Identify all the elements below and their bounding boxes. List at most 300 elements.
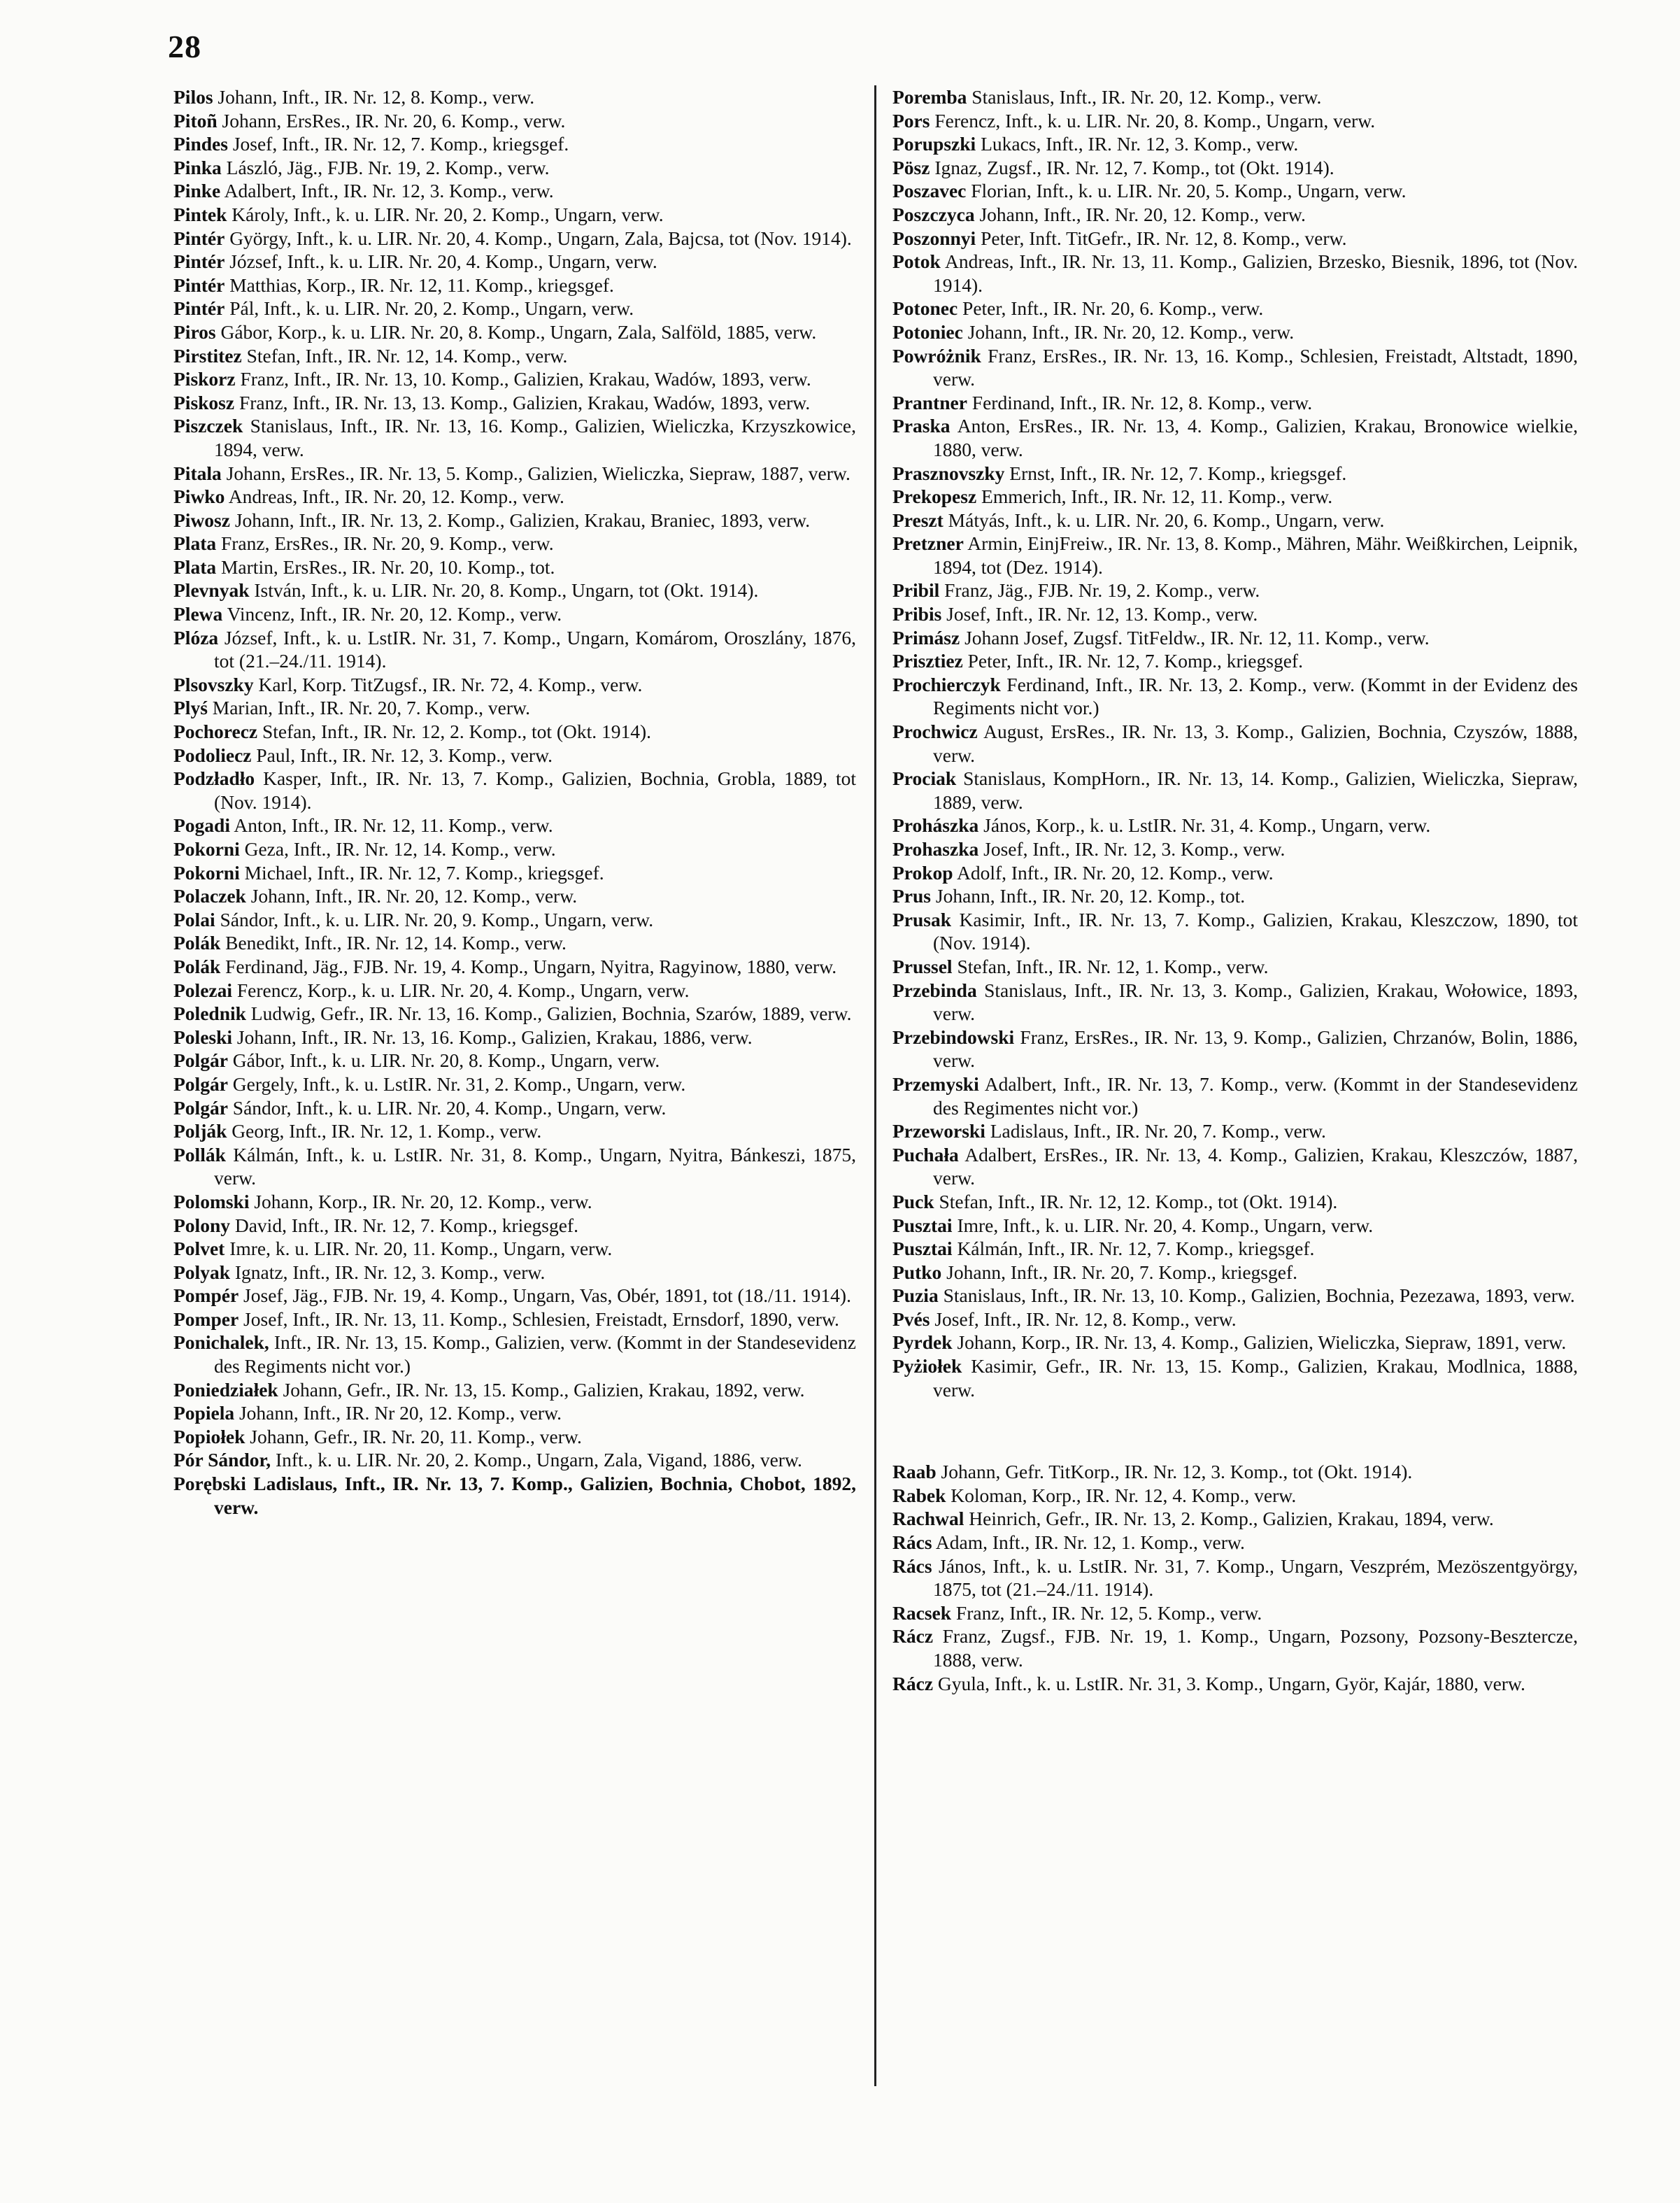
entry-details: Stanislaus, KompHorn., IR. Nr. 13, 14. Komp., Galizien, Wieliczka, Siepraw, 1889, verw. — [933, 767, 1578, 813]
list-entry — [173, 1425, 856, 1449]
list-entry — [892, 179, 1578, 203]
list-entry — [892, 1119, 1578, 1143]
entry-surname: Plóza — [173, 626, 219, 649]
entry-surname: Pogadi — [173, 814, 230, 837]
list-entry — [892, 1507, 1578, 1531]
list-entry — [892, 1214, 1578, 1238]
entry-details: Peter, Inft., IR. Nr. 20, 6. Komp., verw. — [962, 297, 1264, 320]
entry-details: Gyula, Inft., k. u. LstIR. Nr. 31, 3. Komp., Ungarn, Györ, Kajár, 1880, verw. — [937, 1672, 1525, 1694]
entry-surname: Preszt — [892, 509, 944, 531]
entry-details: Franz, ErsRes., IR. Nr. 13, 9. Komp., Galizien, Chrzanów, Bolin, 1886, verw. — [933, 1026, 1578, 1072]
entry-details: Ladislaus, Inft., IR. Nr. 20, 7. Komp., verw. — [990, 1120, 1326, 1142]
list-entry — [892, 485, 1578, 509]
entry-surname: Pribil — [892, 579, 940, 602]
entry-details: Josef, Jäg., FJB. Nr. 19, 4. Komp., Ungarn, Vas, Obér, 1891, tot (18./11. 1914). — [243, 1284, 851, 1307]
list-entry — [892, 1284, 1578, 1308]
list-entry — [173, 673, 856, 697]
entry-details: Josef, Inft., IR. Nr. 12, 3. Komp., verw. — [983, 838, 1286, 860]
entry-details: Ferencz, Korp., k. u. LIR. Nr. 20, 4. Komp., Ungarn, verw. — [236, 979, 690, 1001]
entry-details: Anton, ErsRes., IR. Nr. 13, 4. Komp., Galizien, Krakau, Bronowice wielkie, 1880, verw. — [933, 415, 1579, 460]
list-entry — [173, 85, 856, 109]
entry-surname: Rácz — [892, 1672, 934, 1694]
entry-surname: Raab — [892, 1461, 937, 1483]
list-entry — [892, 532, 1578, 579]
list-entry — [892, 649, 1578, 673]
list-entry — [173, 1284, 856, 1308]
entry-surname: Pompér — [173, 1284, 239, 1307]
entry-surname: Prusak — [892, 908, 952, 930]
list-entry — [173, 250, 856, 274]
entry-surname: Rabek — [892, 1484, 946, 1506]
entry-surname: Prochierczyk — [892, 673, 1001, 695]
entry-details: László, Jäg., FJB. Nr. 19, 2. Komp., verw. — [226, 156, 550, 178]
list-entry — [173, 274, 856, 297]
entry-surname: Pollák — [173, 1143, 226, 1166]
entry-details: Adalbert, Inft., IR. Nr. 13, 7. Komp., verw. (Kommt in der Standesevidenz des Regimentes nicht vor.) — [933, 1072, 1578, 1119]
entry-details: Kasper, Inft., IR. Nr. 13, 7. Komp., Galizien, Bochnia, Grobla, 1889, tot (Nov. 1914). — [214, 767, 856, 813]
entry-details: Stanislaus, Inft., IR. Nr. 20, 12. Komp., verw. — [971, 86, 1322, 108]
entry-details: Adolf, Inft., IR. Nr. 20, 12. Komp., verw. — [956, 861, 1274, 884]
entry-details: György, Inft., k. u. LIR. Nr. 20, 4. Komp., Ungarn, Zala, Bajcsa, tot (Nov. 1914). — [229, 227, 852, 249]
list-entry — [173, 931, 856, 955]
list-entry — [892, 250, 1578, 297]
entry-details: Peter, Inft., IR. Nr. 12, 7. Komp., kriegsgef. — [967, 650, 1303, 672]
list-entry — [173, 485, 856, 509]
entry-surname: Pirstitez — [173, 344, 242, 367]
entry-surname: Poszonnyi — [892, 227, 976, 249]
list-entry — [173, 509, 856, 532]
list-entry — [173, 814, 856, 837]
entry-surname: Prus — [892, 885, 931, 907]
list-entry — [892, 85, 1578, 109]
entry-surname: Prohászka — [892, 814, 979, 837]
list-entry — [892, 1460, 1578, 1484]
entry-details: David, Inft., IR. Nr. 12, 7. Komp., kriegsgef. — [234, 1214, 578, 1236]
entry-details: Matthias, Korp., IR. Nr. 12, 11. Komp., kriegsgef. — [229, 274, 614, 296]
entry-details: Stanislaus, Inft., IR. Nr. 13, 16. Komp., Galizien, Wieliczka, Krzyszkowice, 1894, verw. — [214, 415, 857, 460]
list-entry — [173, 320, 856, 344]
entry-surname: Prantner — [892, 391, 967, 413]
entry-surname: Pindes — [173, 133, 228, 155]
list-entry — [173, 391, 856, 415]
entry-surname: Pusztai — [892, 1238, 953, 1260]
entry-surname: Plewa — [173, 603, 223, 625]
list-entry — [173, 1378, 856, 1402]
list-entry — [173, 744, 856, 767]
entry-details: Adalbert, Inft., IR. Nr. 12, 3. Komp., verw. — [224, 180, 554, 202]
entry-details: Johann, Inft., IR. Nr 20, 12. Komp., verw. — [239, 1402, 562, 1424]
entry-surname: Przeworski — [892, 1120, 985, 1142]
list-entry — [892, 1484, 1578, 1508]
entry-surname: Polaczek — [173, 885, 246, 907]
entry-details: Franz, Inft., IR. Nr. 13, 13. Komp., Galizien, Krakau, Wadów, 1893, verw. — [239, 391, 811, 413]
entry-details: Károly, Inft., k. u. LIR. Nr. 20, 2. Komp., Ungarn, verw. — [232, 203, 664, 225]
entry-surname: Plevnyak — [173, 579, 250, 602]
entry-surname: Plata — [173, 532, 217, 555]
list-entry — [173, 227, 856, 250]
entry-details: Josef, Inft., IR. Nr. 12, 7. Komp., kriegsgef. — [232, 133, 569, 155]
entry-surname: Pvés — [892, 1308, 930, 1330]
entry-details: Koloman, Korp., IR. Nr. 12, 4. Komp., verw. — [951, 1484, 1297, 1506]
entry-details: August, ErsRes., IR. Nr. 13, 3. Komp., Galizien, Bochnia, Czyszów, 1888, verw. — [933, 721, 1578, 766]
entry-surname: Pintér — [173, 250, 225, 273]
entry-surname: Putko — [892, 1261, 942, 1283]
entry-details: Adam, Inft., IR. Nr. 12, 1. Komp., verw. — [935, 1531, 1245, 1554]
entry-details: Stefan, Inft., IR. Nr. 12, 2. Komp., tot (Okt. 1914). — [262, 721, 652, 743]
entry-details: Georg, Inft., IR. Nr. 12, 1. Komp., verw. — [232, 1120, 542, 1142]
entry-surname: Piskosz — [173, 391, 235, 413]
entry-surname: Pribis — [892, 603, 942, 625]
list-entry — [892, 203, 1578, 227]
entry-details: Kálmán, Inft., k. u. LstIR. Nr. 31, 8. Komp., Ungarn, Nyitra, Bánkeszi, 1875, verw. — [214, 1143, 856, 1189]
entry-details: Emmerich, Inft., IR. Nr. 12, 11. Komp., verw. — [981, 486, 1333, 508]
entry-details: Johann, Korp., IR. Nr. 13, 4. Komp., Galizien, Wieliczka, Siepraw, 1891, verw. — [957, 1331, 1567, 1354]
entry-surname: Plata — [173, 555, 217, 578]
entry-details: Franz, Jäg., FJB. Nr. 19, 2. Komp., verw. — [944, 579, 1260, 602]
entry-details: Franz, ErsRes., IR. Nr. 20, 9. Komp., verw. — [220, 532, 554, 555]
entry-details: Ernst, Inft., IR. Nr. 12, 7. Komp., kriegsgef. — [1009, 462, 1347, 484]
entry-surname: Podzładło — [173, 767, 255, 790]
list-entry — [892, 1354, 1578, 1401]
entry-surname: Popiołek — [173, 1425, 245, 1447]
entry-details: Mátyás, Inft., k. u. LIR. Nr. 20, 6. Komp., Ungarn, verw. — [948, 509, 1385, 531]
entry-details: Josef, Inft., IR. Nr. 12, 13. Komp., verw. — [946, 603, 1258, 625]
entry-surname: Prekopesz — [892, 486, 977, 508]
entry-surname: Pinka — [173, 156, 222, 178]
entry-surname: Pusztai — [892, 1214, 953, 1236]
entry-details: Anton, Inft., IR. Nr. 12, 11. Komp., verw. — [234, 814, 553, 837]
entry-surname: Pilos — [173, 86, 213, 108]
entry-surname: Polgár — [173, 1049, 228, 1072]
list-entry — [173, 462, 856, 486]
entry-surname: Potonec — [892, 297, 958, 320]
entry-details: Gábor, Inft., k. u. LIR. Nr. 20, 8. Komp., Ungarn, verw. — [232, 1049, 660, 1072]
entry-surname: Pokorni — [173, 838, 240, 860]
list-entry — [173, 555, 856, 579]
entry-surname: Praska — [892, 415, 951, 437]
entry-surname: Rachwal — [892, 1508, 964, 1530]
entry-details: Kasimir, Gefr., IR. Nr. 13, 15. Komp., Galizien, Krakau, Modlnica, 1888, verw. — [933, 1355, 1578, 1401]
entry-surname: Poniedziałek — [173, 1378, 278, 1401]
entry-surname: Rácz — [892, 1625, 934, 1648]
section-gap — [892, 1401, 1578, 1460]
entry-details: Kasimir, Inft., IR. Nr. 13, 7. Komp., Galizien, Krakau, Kleszczow, 1890, tot (Nov. 1914). — [933, 908, 1578, 954]
entry-surname: Rács — [892, 1554, 932, 1577]
entry-details: Johann, Inft., IR. Nr. 20, 12. Komp., verw. — [967, 320, 1295, 343]
entry-surname: Piros — [173, 320, 216, 343]
list-entry — [173, 1190, 856, 1214]
list-entry — [173, 1308, 856, 1331]
entry-surname: Puchała — [892, 1143, 959, 1166]
entry-details: Imre, k. u. LIR. Nr. 20, 11. Komp., Ungarn, verw. — [229, 1238, 613, 1260]
entry-details: Josef, Inft., IR. Nr. 12, 8. Komp., verw. — [934, 1308, 1237, 1330]
list-entry — [892, 1624, 1578, 1671]
entry-surname: Polyak — [173, 1261, 230, 1283]
list-entry — [892, 955, 1578, 979]
list-entry — [173, 602, 856, 626]
list-entry — [173, 532, 856, 555]
entry-surname: Podoliecz — [173, 744, 252, 766]
entry-surname: Prokop — [892, 861, 953, 884]
entry-surname: Polgár — [173, 1096, 228, 1119]
entry-surname: Powróżnik — [892, 344, 981, 367]
list-entry — [173, 414, 856, 461]
entry-details: Peter, Inft. TitGefr., IR. Nr. 12, 8. Komp., verw. — [981, 227, 1347, 249]
entry-surname: Przebindowski — [892, 1026, 1015, 1048]
list-entry — [892, 979, 1578, 1026]
entry-details: Andreas, Inft., IR. Nr. 20, 12. Komp., verw. — [228, 486, 564, 508]
list-entry — [173, 1096, 856, 1120]
entry-surname: Polomski — [173, 1190, 250, 1212]
entry-details: Karl, Korp. TitZugsf., IR. Nr. 72, 4. Komp., verw. — [258, 673, 643, 695]
list-entry — [173, 109, 856, 133]
entry-surname: Pitala — [173, 462, 222, 484]
entry-surname: Pomper — [173, 1308, 239, 1330]
entry-details: Stanislaus, Inft., IR. Nr. 13, 3. Komp., Galizien, Krakau, Wołowice, 1893, verw. — [933, 979, 1578, 1025]
list-entry — [892, 626, 1578, 650]
entry-details: János, Inft., k. u. LstIR. Nr. 31, 7. Komp., Ungarn, Veszprém, Mezöszentgyörgy, 1875, tot (21.–24./11. 1914). — [933, 1554, 1578, 1601]
entry-surname: Piwko — [173, 486, 225, 508]
list-entry — [892, 132, 1578, 156]
entry-details: Michael, Inft., IR. Nr. 12, 7. Komp., kriegsgef. — [244, 861, 604, 884]
entry-details: Florian, Inft., k. u. LIR. Nr. 20, 5. Komp., Ungarn, verw. — [971, 180, 1407, 202]
entry-surname: Potoniec — [892, 320, 963, 343]
list-entry — [173, 1119, 856, 1143]
entry-details: Ferencz, Inft., k. u. LIR. Nr. 20, 8. Komp., Ungarn, verw. — [934, 109, 1376, 132]
entry-details: Pál, Inft., k. u. LIR. Nr. 20, 2. Komp., Ungarn, verw. — [229, 297, 634, 320]
entry-details: Kálmán, Inft., IR. Nr. 12, 7. Komp., kriegsgef. — [957, 1238, 1315, 1260]
entry-details: Franz, Zugsf., FJB. Nr. 19, 1. Komp., Ungarn, Pozsony, Pozsony-Besztercze, 1888, verw. — [933, 1625, 1579, 1671]
entry-surname: Puzia — [892, 1284, 939, 1307]
list-entry — [173, 861, 856, 885]
list-entry — [173, 1072, 856, 1096]
entry-details: Johann, Korp., IR. Nr. 20, 12. Komp., verw. — [254, 1190, 592, 1212]
entry-details: Martin, ErsRes., IR. Nr. 20, 10. Komp., tot. — [220, 555, 555, 578]
list-entry — [173, 1448, 856, 1472]
entry-surname: Pretzner — [892, 532, 964, 555]
list-entry — [892, 579, 1578, 602]
entry-details: Inft., IR. Nr. 13, 15. Komp., Galizien, verw. (Kommt in der Standesevidenz des Regiments nicht vor.) — [214, 1331, 857, 1377]
entry-surname: Pochorecz — [173, 721, 258, 743]
entry-details: Johann, Inft., IR. Nr. 13, 16. Komp., Galizien, Krakau, 1886, verw. — [236, 1026, 753, 1048]
entry-surname: Prussel — [892, 955, 953, 977]
entry-surname: Polony — [173, 1214, 230, 1236]
list-entry — [173, 626, 856, 673]
entry-details: Inft., k. u. LIR. Nr. 20, 2. Komp., Ungarn, Zala, Vigand, 1886, verw. — [275, 1449, 802, 1471]
entry-details: Sándor, Inft., k. u. LIR. Nr. 20, 9. Komp., Ungarn, verw. — [220, 908, 654, 930]
entry-details: Franz, Inft., IR. Nr. 13, 10. Komp., Galizien, Krakau, Wadów, 1893, verw. — [240, 368, 811, 390]
page-number: 28 — [168, 29, 201, 64]
list-entry — [892, 1554, 1578, 1601]
entry-details: Johann Josef, Zugsf. TitFeldw., IR. Nr. 12, 11. Komp., verw. — [964, 626, 1430, 649]
entry-surname: Prociak — [892, 767, 957, 790]
list-entry — [892, 1601, 1578, 1625]
entry-surname: Pösz — [892, 156, 930, 178]
list-entry — [173, 367, 856, 391]
entry-surname: Pintek — [173, 203, 227, 225]
list-entry — [173, 132, 856, 156]
entry-surname: Piszczek — [173, 415, 243, 437]
list-entry — [892, 861, 1578, 885]
list-entry — [892, 602, 1578, 626]
entry-details: Heinrich, Gefr., IR. Nr. 13, 2. Komp., Galizien, Krakau, 1894, verw. — [969, 1508, 1494, 1530]
list-entry — [173, 1026, 856, 1049]
list-entry — [173, 955, 856, 979]
entry-details: Johann, ErsRes., IR. Nr. 20, 6. Komp., verw. — [222, 109, 566, 132]
list-entry — [892, 1026, 1578, 1072]
list-entry — [173, 156, 856, 180]
list-entry — [892, 884, 1578, 908]
entry-details: Johann, Inft., IR. Nr. 20, 12. Komp., tot. — [935, 885, 1246, 907]
entry-surname: Poszavec — [892, 180, 967, 202]
entry-details: Adalbert, ErsRes., IR. Nr. 13, 4. Komp., Galizien, Krakau, Kleszczów, 1887, verw. — [933, 1143, 1578, 1189]
entry-surname: Porupszki — [892, 133, 976, 155]
entry-details: Stanislaus, Inft., IR. Nr. 13, 10. Komp., Galizien, Bochnia, Pezezawa, 1893, verw. — [943, 1284, 1575, 1307]
list-entry — [173, 579, 856, 602]
entry-surname: Poszczyca — [892, 203, 975, 225]
entry-surname: Primász — [892, 626, 960, 649]
entry-details: Stefan, Inft., IR. Nr. 12, 12. Komp., tot (Okt. 1914). — [939, 1190, 1338, 1212]
list-entry — [173, 344, 856, 368]
entry-details: Johann, Gefr., IR. Nr. 20, 11. Komp., verw. — [250, 1425, 582, 1447]
list-entry — [173, 179, 856, 203]
list-entry — [892, 673, 1578, 720]
left-column — [173, 85, 856, 1519]
list-entry — [892, 1531, 1578, 1554]
entry-surname: Plyś — [173, 697, 208, 719]
entry-surname: Pintér — [173, 274, 225, 296]
list-entry — [892, 297, 1578, 320]
list-entry — [173, 1401, 856, 1425]
entry-surname: Pyżiołek — [892, 1355, 962, 1377]
list-entry — [173, 1002, 856, 1026]
entry-surname: Potok — [892, 250, 941, 273]
list-entry — [173, 1049, 856, 1072]
entry-details: Geza, Inft., IR. Nr. 12, 14. Komp., verw. — [244, 838, 556, 860]
list-entry — [892, 391, 1578, 415]
entry-details: Johann, Gefr., IR. Nr. 13, 15. Komp., Galizien, Krakau, 1892, verw. — [283, 1378, 805, 1401]
list-entry — [892, 720, 1578, 767]
entry-surname: Przebinda — [892, 979, 977, 1001]
list-entry — [892, 462, 1578, 486]
entry-details: Paul, Inft., IR. Nr. 12, 3. Komp., verw. — [256, 744, 553, 766]
entry-surname: Rács — [892, 1531, 932, 1554]
entry-details: Ignatz, Inft., IR. Nr. 12, 3. Komp., verw. — [234, 1261, 546, 1283]
column-divider — [874, 85, 876, 2086]
list-entry — [173, 203, 856, 227]
entry-surname: Poleski — [173, 1026, 233, 1048]
list-entry — [892, 1072, 1578, 1119]
list-entry — [892, 1190, 1578, 1214]
entry-details: Johann, Inft., IR. Nr. 20, 7. Komp., kriegsgef. — [946, 1261, 1297, 1283]
entry-details: Ignaz, Zugsf., IR. Nr. 12, 7. Komp., tot (Okt. 1914). — [934, 156, 1334, 178]
list-entry — [173, 908, 856, 932]
entry-surname: Polai — [173, 908, 215, 930]
list-entry — [892, 109, 1578, 133]
list-entry — [173, 1331, 856, 1377]
list-entry — [173, 979, 856, 1003]
entry-details: Vincenz, Inft., IR. Nr. 20, 12. Komp., verw. — [227, 603, 562, 625]
entry-details: Josef, Inft., IR. Nr. 13, 11. Komp., Schlesien, Freistadt, Ernsdorf, 1890, verw. — [243, 1308, 839, 1330]
entry-surname: Polednik — [173, 1003, 246, 1025]
list-entry — [892, 767, 1578, 814]
list-entry — [892, 227, 1578, 250]
list-entry — [892, 1672, 1578, 1696]
entry-details: István, Inft., k. u. LIR. Nr. 20, 8. Komp., Ungarn, tot (Okt. 1914). — [254, 579, 759, 602]
entry-surname: Pokorni — [173, 861, 240, 884]
entry-details: József, Inft., k. u. LIR. Nr. 20, 4. Komp., Ungarn, verw. — [229, 250, 657, 273]
entry-details: Andreas, Inft., IR. Nr. 13, 11. Komp., Galizien, Brzesko, Biesnik, 1896, tot (Nov. 1914). — [933, 250, 1579, 296]
list-entry — [892, 1331, 1578, 1354]
entry-details: Johann, Gefr. TitKorp., IR. Nr. 12, 3. Komp., tot (Okt. 1914). — [941, 1461, 1413, 1483]
entry-surname: Przemyski — [892, 1072, 979, 1095]
list-entry — [892, 1261, 1578, 1284]
entry-details: Imre, Inft., k. u. LIR. Nr. 20, 4. Komp., Ungarn, verw. — [957, 1214, 1374, 1236]
list-entry — [892, 1143, 1578, 1190]
list-entry — [173, 1261, 856, 1284]
right-column — [892, 85, 1578, 1695]
list-entry — [173, 837, 856, 861]
entry-details: Johann, Inft., IR. Nr. 12, 8. Komp., verw. — [218, 86, 535, 108]
list-entry — [892, 509, 1578, 532]
entry-surname: Ponichalek, — [173, 1331, 269, 1354]
list-entry — [173, 884, 856, 908]
list-entry — [173, 1472, 856, 1519]
entry-details: Lukacs, Inft., IR. Nr. 12, 3. Komp., verw. — [981, 133, 1299, 155]
entry-details: Ludwig, Gefr., IR. Nr. 13, 16. Komp., Galizien, Bochnia, Szarów, 1889, verw. — [250, 1003, 852, 1025]
list-entry — [892, 1237, 1578, 1261]
list-entry — [173, 1214, 856, 1238]
entry-surname: Prisztiez — [892, 650, 963, 672]
entry-details: Gábor, Korp., k. u. LIR. Nr. 20, 8. Komp., Ungarn, Zala, Salföld, 1885, verw. — [220, 320, 817, 343]
entry-details: Stefan, Inft., IR. Nr. 12, 14. Komp., verw. — [246, 344, 568, 367]
list-entry — [892, 837, 1578, 861]
entry-surname: Racsek — [892, 1601, 952, 1624]
entry-details: Gergely, Inft., k. u. LstIR. Nr. 31, 2. Komp., Ungarn, verw. — [232, 1072, 686, 1095]
entry-details: Johann, Inft., IR. Nr. 20, 12. Komp., verw. — [250, 885, 578, 907]
entry-surname: Pintér — [173, 297, 225, 320]
entry-surname: Porębski Ladislaus, Inft., IR. Nr. 13, 7. Komp., Galizien, Bochnia, Chobot, 1892, verw. — [173, 1473, 856, 1518]
list-entry — [892, 814, 1578, 837]
entry-surname: Pyrdek — [892, 1331, 953, 1354]
entry-surname: Prasznovszky — [892, 462, 1005, 484]
entry-details: Benedikt, Inft., IR. Nr. 12, 14. Komp., verw. — [225, 932, 567, 954]
entry-details: Johann, Inft., IR. Nr. 13, 2. Komp., Galizien, Krakau, Braniec, 1893, verw. — [234, 509, 811, 531]
list-entry — [173, 696, 856, 720]
list-entry — [892, 1308, 1578, 1331]
entry-surname: Polvet — [173, 1238, 225, 1260]
entry-details: Marian, Inft., IR. Nr. 20, 7. Komp., verw. — [212, 697, 530, 719]
entry-surname: Polák — [173, 932, 221, 954]
list-entry — [173, 1237, 856, 1261]
entry-details: Stefan, Inft., IR. Nr. 12, 1. Komp., verw. — [957, 955, 1269, 977]
entry-details: Sándor, Inft., k. u. LIR. Nr. 20, 4. Komp., Ungarn, verw. — [232, 1096, 667, 1119]
entry-details: Johann, ErsRes., IR. Nr. 13, 5. Komp., Galizien, Wieliczka, Siepraw, 1887, verw. — [226, 462, 850, 484]
entry-surname: Prohaszka — [892, 838, 979, 860]
entry-surname: Pors — [892, 109, 930, 132]
list-entry — [173, 1143, 856, 1190]
entry-details: Franz, ErsRes., IR. Nr. 13, 16. Komp., Schlesien, Freistadt, Altstadt, 1890, verw. — [933, 344, 1579, 390]
list-entry — [892, 908, 1578, 955]
entry-surname: Polezai — [173, 979, 232, 1001]
entry-surname: Prochwicz — [892, 721, 978, 743]
entry-surname: Polák — [173, 955, 221, 977]
list-entry — [892, 414, 1578, 461]
entry-details: Armin, EinjFreiw., IR. Nr. 13, 8. Komp., Mähren, Mähr. Weißkirchen, Leipnik, 1894, tot (Dez. 1914). — [933, 532, 1579, 578]
entry-surname: Plsovszky — [173, 673, 254, 695]
entry-details: Ferdinand, Inft., IR. Nr. 12, 8. Komp., verw. — [971, 391, 1313, 413]
entry-surname: Polják — [173, 1120, 227, 1142]
